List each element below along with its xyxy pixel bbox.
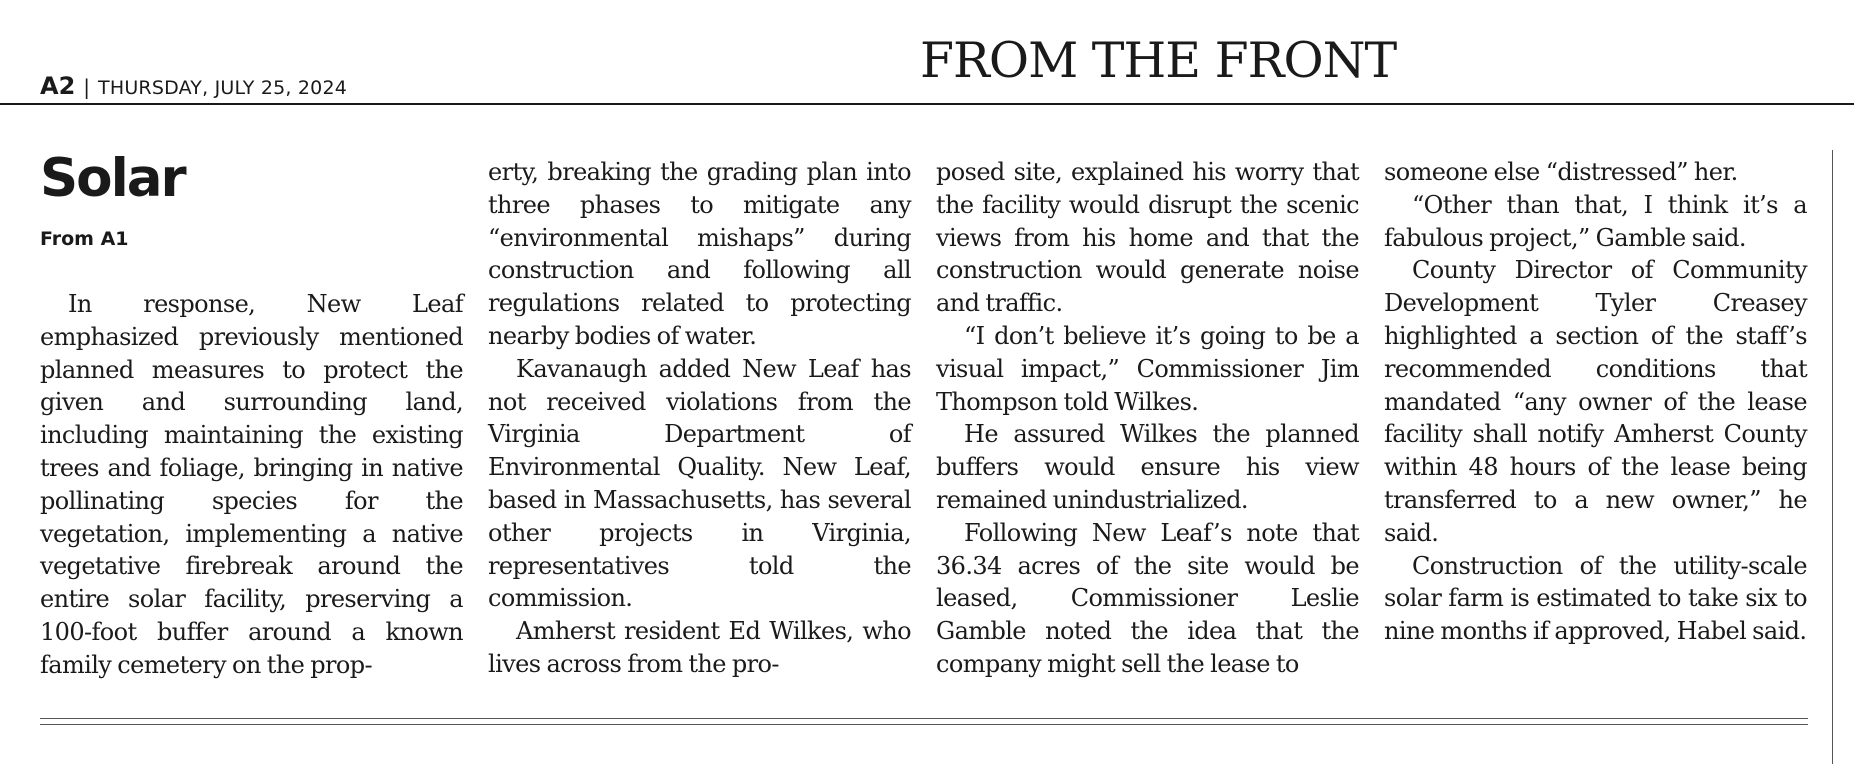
article-column-2: [488, 156, 911, 681]
footer-rule: [40, 718, 1808, 719]
folio-separator: |: [83, 75, 91, 99]
article-paragraph: someone else “distressed” her.: [1384, 158, 1738, 186]
article-column-1: [40, 288, 463, 682]
page-number: A2: [40, 72, 76, 100]
page-folio: [40, 72, 347, 100]
article-column-4: [1384, 156, 1807, 648]
article-paragraph: Amherst resident Ed Wilkes, who lives across from the pro-: [488, 617, 911, 678]
column-divider: [1832, 150, 1833, 764]
article-column-3: [936, 156, 1359, 681]
footer-rule: [40, 724, 1808, 725]
article-paragraph: In response, New Leaf emphasized previously mentioned planned measures to protect the given and surrounding land, including maintaining the existing trees and foliage, bringing in native pollinating species for the vegetation, implementing a native vegetative firebreak around the entire solar facility, preserving a 100-foot buffer around a known family cemetery on the prop-: [40, 290, 463, 679]
issue-date: THURSDAY, JULY 25, 2024: [98, 77, 348, 99]
article-paragraph: County Director of Community Development Tyler Creasey highlighted a section of the staff’s recommended conditions that mandated “any owner of the lease facility shall notify Amherst County within 48 hours of the lease being transferred to a new owner,” he said.: [1384, 256, 1807, 547]
article-headline: Solar: [40, 148, 185, 209]
article-paragraph: “I don’t believe it’s going to be a visual impact,” Commissioner Jim Thompson told Wilkes.: [936, 321, 1359, 416]
article-paragraph: He assured Wilkes the planned buffers would ensure his view remained unindustrialized.: [936, 420, 1359, 514]
article-paragraph: “Other than that, I think it’s a fabulous project,” Gamble said.: [1384, 190, 1807, 252]
article-paragraph: Following New Leaf’s note that 36.34 acres of the site would be leased, Commissioner Leslie Gamble noted the idea that the company might sell the lease to: [936, 518, 1359, 678]
article-paragraph: Construction of the utility-scale solar farm is estimated to take six to nine months if approved, Habel said.: [1384, 551, 1807, 646]
article-paragraph: erty, breaking the grading plan into three phases to mitigate any “environmental mishaps” during construction and following all regulations related to protecting nearby bodies of water.: [488, 158, 911, 350]
article-paragraph: posed site, explained his worry that the facility would disrupt the scenic views from his home and that the construction would generate noise and traffic.: [936, 158, 1359, 318]
jump-line: From A1: [40, 228, 129, 250]
header-rule: [0, 103, 1854, 105]
article-paragraph: Kavanaugh added New Leaf has not received violations from the Virginia Department of Environmental Quality. New Leaf, based in Massachusetts, has several other projects in Virginia, representatives told the commission.: [488, 354, 911, 613]
section-title: FROM THE FRONT: [920, 32, 1397, 89]
